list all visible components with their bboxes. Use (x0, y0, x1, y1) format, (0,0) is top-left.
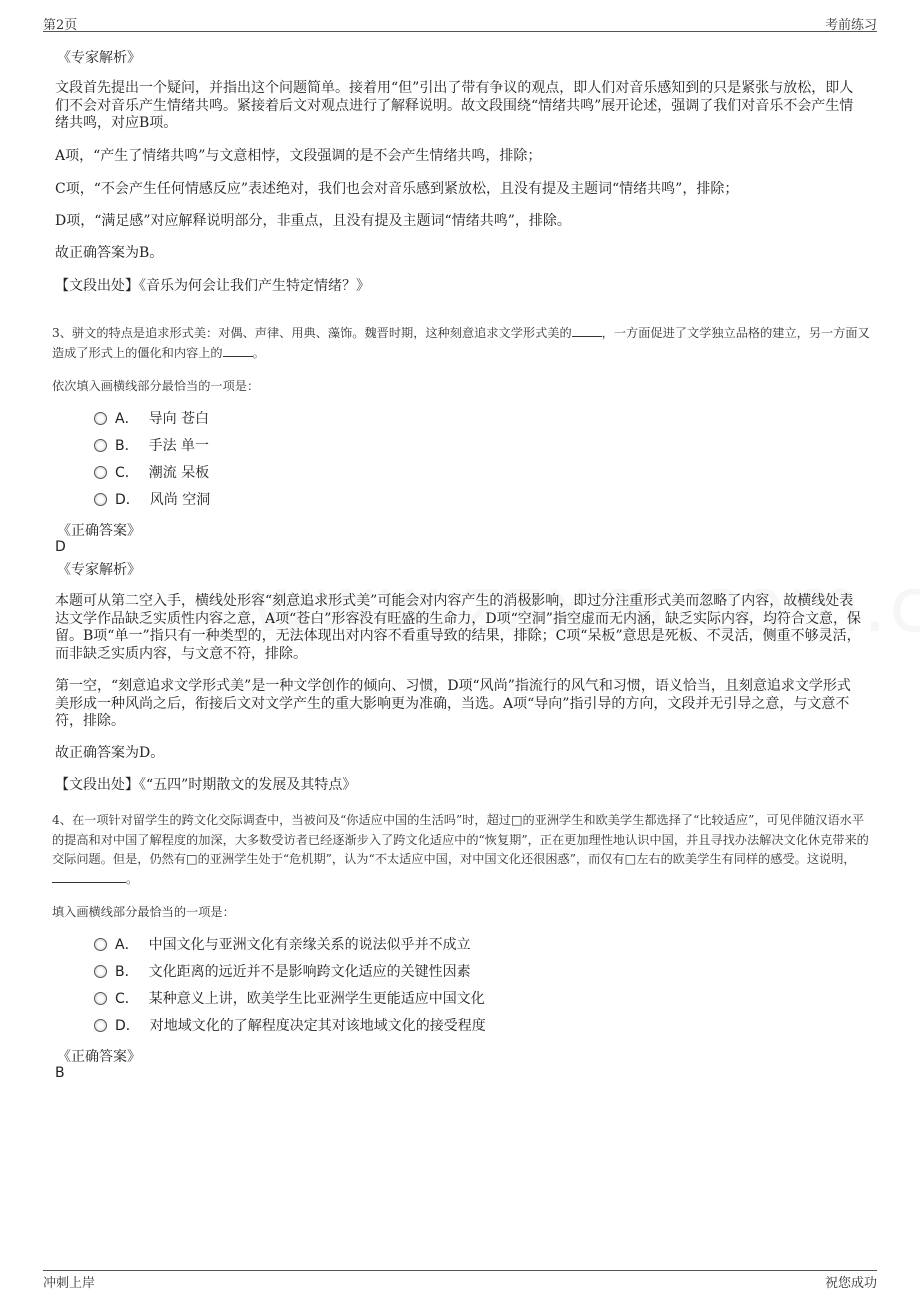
fill-blank (223, 344, 253, 357)
analysis-paragraph: 第一空，“刻意追求文学形式美”是一种文学创作的倾向、习惯，D项“风尚”指流行的风气和习惯，语义恰当，且刻意追求文学形式美形成一种风尚之后，衔接后文对文学产生的重大影响更为准确，当选。A项“导向”指引导的方向，文段并无引导之意，与文意不符，排除。 (55, 678, 851, 729)
header-divider (43, 31, 877, 32)
footer-left: 冲刺上岸 (43, 1276, 96, 1291)
correct-answer-heading: 《正确答案》 (57, 523, 141, 539)
fill-blank (572, 324, 602, 337)
option-a[interactable]: A． 中国文化与亚洲文化有亲缘关系的说法似乎并不成立 (94, 935, 471, 955)
fill-blank (52, 870, 126, 883)
correct-answer: B (55, 1065, 65, 1081)
analysis-heading: 《专家解析》 (57, 562, 141, 578)
correct-answer: D (55, 539, 66, 555)
source-citation: 【文段出处】《“五四”时期散文的发展及其特点》 (55, 777, 357, 793)
analysis-heading: 《专家解析》 (57, 50, 141, 66)
analysis-paragraph: 文段首先提出一个疑问，并指出这个问题简单。接着用“但”引出了带有争议的观点，即人们对音乐感知到的只是紧张与放松，即人们不会对音乐产生情绪共鸣。紧接着后文对观点进行了解释说明。故文段围绕“情绪共鸣”展开论述，强调了我们对音乐不会产生情绪共鸣，对应B项。 (55, 80, 854, 131)
analysis-paragraph: D项，“满足感”对应解释说明部分，非重点，且没有提及主题词“情绪共鸣”，排除。 (55, 213, 571, 229)
radio-icon[interactable] (94, 493, 107, 506)
radio-icon[interactable] (94, 466, 107, 479)
page-header (43, 14, 877, 32)
radio-icon[interactable] (94, 439, 107, 452)
answer-conclusion: 故正确答案为D。 (55, 745, 165, 761)
radio-icon[interactable] (94, 938, 107, 951)
option-b[interactable]: B． 手法 单一 (94, 436, 209, 456)
question-stem: 4、在一项针对留学生的跨文化交际调查中，当被问及“你适应中国的生活吗”时，超过□的亚洲学生和欧美学生都选择了“比较适应”，可见伴随汉语水平的提高和对中国了解程度的加深，大多数受访者已经逐渐步入了跨文化适应中的“恢复期”，正在更加理性地认识中国，并且寻找办法解决文化休克带来的交际问题。但是，仍然有□的亚洲学生处于“危机期”，认为“不太适应中国，对中国文化还很困惑”，而仅有□左右的欧美学生有同样的感受。这说明，。 (52, 813, 869, 886)
source-citation: 【文段出处】《音乐为何会让我们产生特定情绪？》 (55, 278, 370, 294)
analysis-paragraph: C项，“不会产生任何情感反应”表述绝对，我们也会对音乐感到紧放松，且没有提及主题词“情绪共鸣”，排除； (55, 181, 739, 197)
page-number: 第2页 (43, 18, 78, 33)
radio-icon[interactable] (94, 992, 107, 1005)
option-c[interactable]: C． 某种意义上讲，欧美学生比亚洲学生更能适应中国文化 (94, 989, 485, 1009)
correct-answer-heading: 《正确答案》 (57, 1049, 141, 1065)
question-stem: 3、骈文的特点是追求形式美：对偶、声律、用典、藻饰。魏晋时期，这种刻意追求文学形式美的 ，一方面促进了文学独立品格的建立，另一方面又造成了形式上的僵化和内容上的 。 (52, 326, 870, 360)
option-d[interactable]: D． 风尚 空洞 (94, 490, 210, 510)
option-b[interactable]: B． 文化距离的远近并不是影响跨文化适应的关键性因素 (94, 962, 471, 982)
radio-icon[interactable] (94, 1019, 107, 1032)
option-d[interactable]: D． 对地域文化的了解程度决定其对该地域文化的接受程度 (94, 1016, 486, 1036)
question-prompt: 填入画横线部分最恰当的一项是： (52, 905, 235, 919)
footer-divider (43, 1270, 877, 1271)
option-c[interactable]: C． 潮流 呆板 (94, 463, 209, 483)
option-a[interactable]: A． 导向 苍白 (94, 409, 209, 429)
page-footer (43, 1272, 877, 1290)
radio-icon[interactable] (94, 412, 107, 425)
question-prompt: 依次填入画横线部分最恰当的一项是： (52, 379, 260, 393)
analysis-paragraph: 本题可从第二空入手，横线处形容“刻意追求形式美”可能会对内容产生的消极影响，即过分注重形式美而忽略了内容，故横线处表达文学作品缺乏实质性内容之意，A项“苍白”形容没有旺盛的生命力，D项“空洞”指空虚而无内涵，缺乏实际内容，均符合文意，保留。B项“单一”指只有一种类型的，无法体现出对内容不看重导致的结果，排除；C项“呆板”意思是死板、不灵活，侧重不够灵活，而非缺乏实质内容，与文意不符，排除。 (55, 593, 861, 662)
answer-conclusion: 故正确答案为B。 (55, 245, 164, 261)
footer-right: 祝您成功 (824, 1276, 877, 1291)
radio-icon[interactable] (94, 965, 107, 978)
analysis-paragraph: A项，“产生了情绪共鸣”与文意相悖，文段强调的是不会产生情绪共鸣，排除； (55, 148, 542, 164)
header-title: 考前练习 (824, 18, 877, 33)
